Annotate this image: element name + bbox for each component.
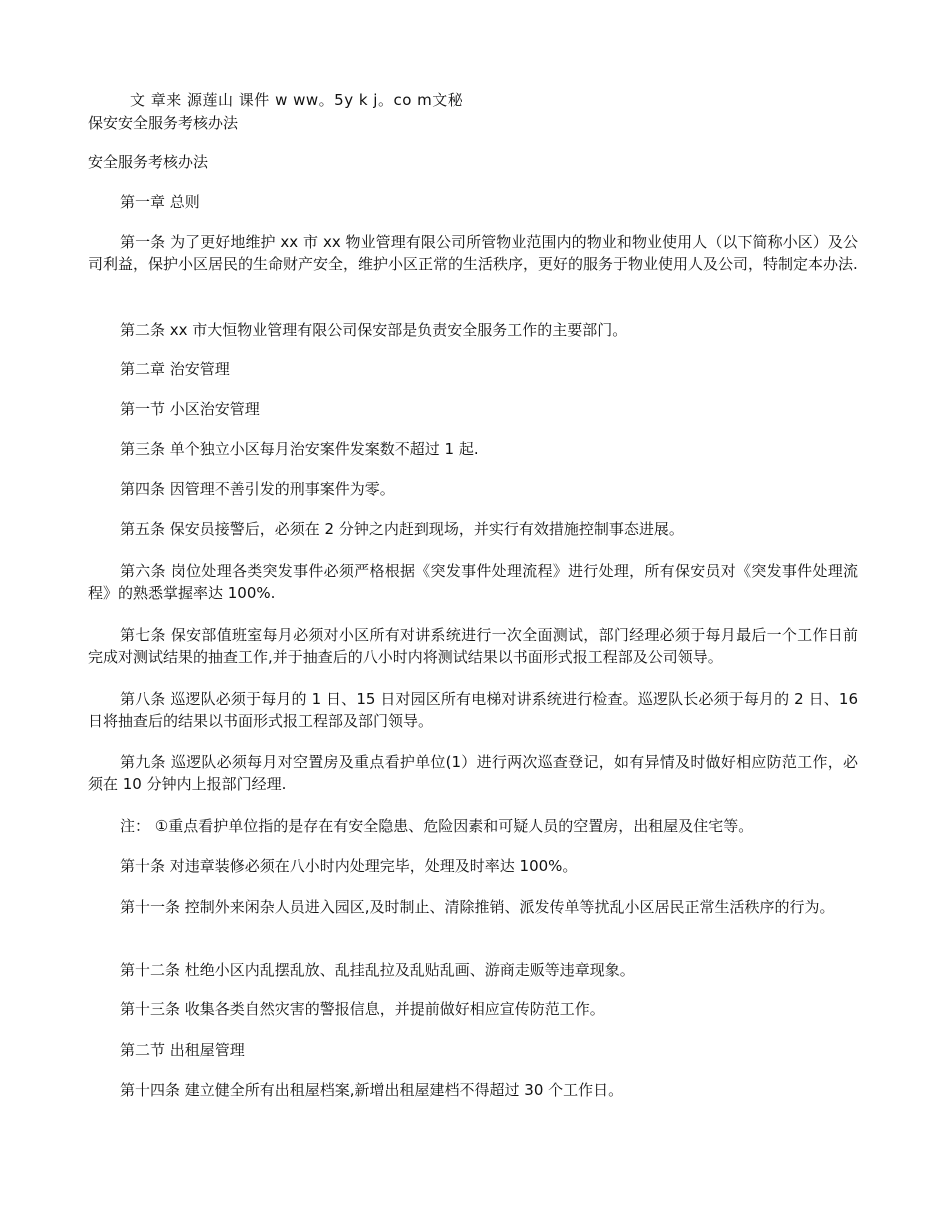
article-paragraph: 第六条 岗位处理各类突发事件必须严格根据《突发事件处理流程》进行处理，所有保安员对《突发事件处理流程》的熟悉掌握率达 100%. [88, 562, 858, 602]
article-paragraph: 第十三条 收集各类自然灾害的警报信息，并提前做好相应宣传防范工作。 [120, 1000, 605, 1018]
document-subtitle: 安全服务考核办法 [88, 153, 209, 171]
article-paragraph: 第七条 保安部值班室每月必须对小区所有对讲系统进行一次全面测试，部门经理必须于每月最后一个工作日前完成对测试结果的抽查工作,并于抽查后的八小时内将测试结果以书面形式报工程部及公司领导。 [88, 626, 858, 666]
article-paragraph: 第十二条 杜绝小区内乱摆乱放、乱挂乱拉及乱贴乱画、游商走贩等违章现象。 [120, 961, 635, 979]
article-paragraph: 第十一条 控制外来闲杂人员进入园区,及时制止、清除推销、派发传单等扰乱小区居民正常生活秩序的行为。 [120, 898, 835, 916]
document-title: 保安安全服务考核办法 [88, 114, 239, 132]
article-paragraph: 第五条 保安员接警后，必须在 2 分钟之内赶到现场，并实行有效措施控制事态进展。 [120, 520, 684, 538]
article-paragraph: 第九条 巡逻队必须每月对空置房及重点看护单位(1）进行两次巡查登记，如有异情及时做好相应防范工作，必须在 10 分钟内上报部门经理. [88, 753, 858, 793]
article-paragraph: 第八条 巡逻队必须于每月的 1 日、15 日对园区所有电梯对讲系统进行检查。巡逻队长必须于每月的 2 日、16 日将抽查后的结果以书面形式报工程部及部门领导。 [88, 690, 858, 730]
chapter-heading: 第一章 总则 [120, 193, 200, 211]
chapter-heading: 第二章 治安管理 [120, 360, 230, 378]
article-paragraph: 第十四条 建立健全所有出租屋档案,新增出租屋建档不得超过 30 个工作日。 [120, 1081, 624, 1099]
article-paragraph: 第一条 为了更好地维护 xx 市 xx 物业管理有限公司所管物业范围内的物业和物业使用人（以下简称小区）及公司利益，保护小区居民的生命财产安全，维护小区正常的生活秩序，更好的服务于物业使用人及公司，特制定本办法. [88, 233, 858, 273]
article-paragraph: 第三条 单个独立小区每月治安案件发案数不超过 1 起. [120, 440, 479, 458]
article-paragraph: 第二条 xx 市大恒物业管理有限公司保安部是负责安全服务工作的主要部门。 [120, 321, 628, 339]
source-header: 文 章来 源莲山 课件 w ww。5y k j。co m文秘 [130, 91, 464, 109]
section-heading: 第二节 出租屋管理 [120, 1041, 245, 1059]
article-paragraph: 第十条 对违章装修必须在八小时内处理完毕，处理及时率达 100%。 [120, 857, 578, 875]
section-heading: 第一节 小区治安管理 [120, 400, 260, 418]
article-paragraph: 第四条 因管理不善引发的刑事案件为零。 [120, 480, 395, 498]
note-paragraph: 注： ①重点看护单位指的是存在有安全隐患、危险因素和可疑人员的空置房，出租屋及住宅等。 [120, 817, 754, 835]
